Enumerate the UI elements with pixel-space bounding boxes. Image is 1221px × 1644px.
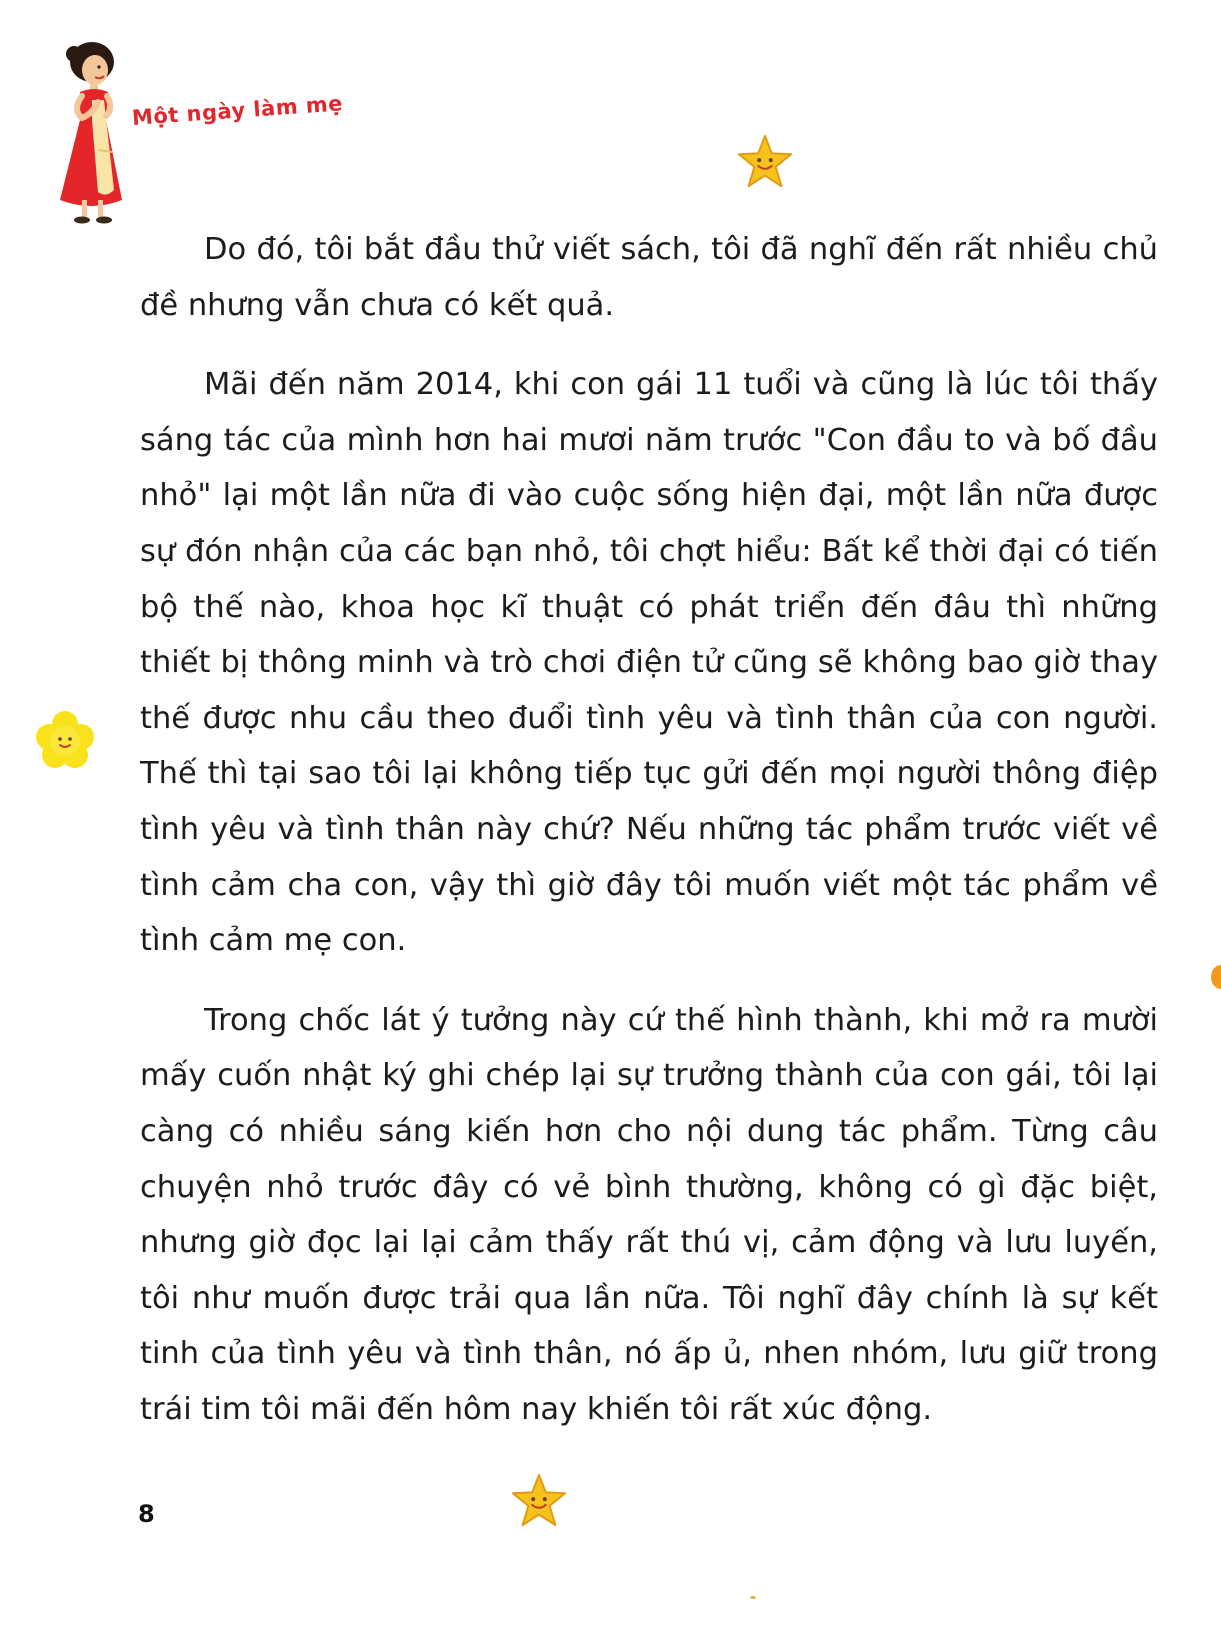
paragraph: Trong chốc lát ý tưởng này cứ thế hình thành, khi mở ra mười mấy cuốn nhật ký ghi chép lại sự trưởng thành của con gái, tôi lại càng có nhiều sáng kiến hơn cho nội dung tác phẩm. Từng câu chuyện nhỏ trước đây có vẻ bình thường, không có gì đặc biệt, nhưng giờ đọc lại lại cảm thấy rất thú vị, cảm động và lưu luyến, tôi như muốn được trải qua lần nữa. Tôi nghĩ đây chính là sự kết tinh của tình yêu và tình thân, nó ấp ủ, nhen nhóm, lưu giữ trong trái tim tôi mãi đến hôm nay khiến tôi rất xúc động. — [140, 1002, 1158, 1427]
smiling-flower-icon — [34, 710, 96, 770]
smiling-star-icon — [736, 133, 794, 191]
mother-in-red-dress-icon — [52, 40, 132, 230]
page-number: 8 — [138, 1500, 155, 1528]
paragraph: Do đó, tôi bắt đầu thử viết sách, tôi đã nghĩ đến rất nhiều chủ đề nhưng vẫn chưa có kết quả. — [140, 232, 1158, 323]
running-header-title: Một ngày làm mẹ — [131, 91, 344, 130]
body-text — [140, 222, 1158, 1461]
paragraph: Mãi đến năm 2014, khi con gái 11 tuổi và cũng là lúc tôi thấy sáng tác của mình hơn hai mươi năm trước "Con đầu to và bố đầu nhỏ" lại một lần nữa đi vào cuộc sống hiện đại, một lần nữa được sự đón nhận của các bạn nhỏ, tôi chợt hiểu: Bất kể thời đại có tiến bộ thế nào, khoa học kĩ thuật có phát triển đến đâu thì những thiết bị thông minh và trò chơi điện tử cũng sẽ không bao giờ thay thế được nhu cầu theo đuổi tình yêu và tình thân của con người. Thế thì tại sao tôi lại không tiếp tục gửi đến mọi người thông điệp tình yêu và tình thân này chứ? Nếu những tác phẩm trước viết về tình cảm cha con, vậy thì giờ đây tôi muốn viết một tác phẩm về tình cảm mẹ con. — [140, 367, 1158, 959]
print-speck — [750, 1596, 756, 1599]
smiling-star-icon — [510, 1472, 568, 1530]
edge-decoration-icon — [1207, 964, 1221, 990]
